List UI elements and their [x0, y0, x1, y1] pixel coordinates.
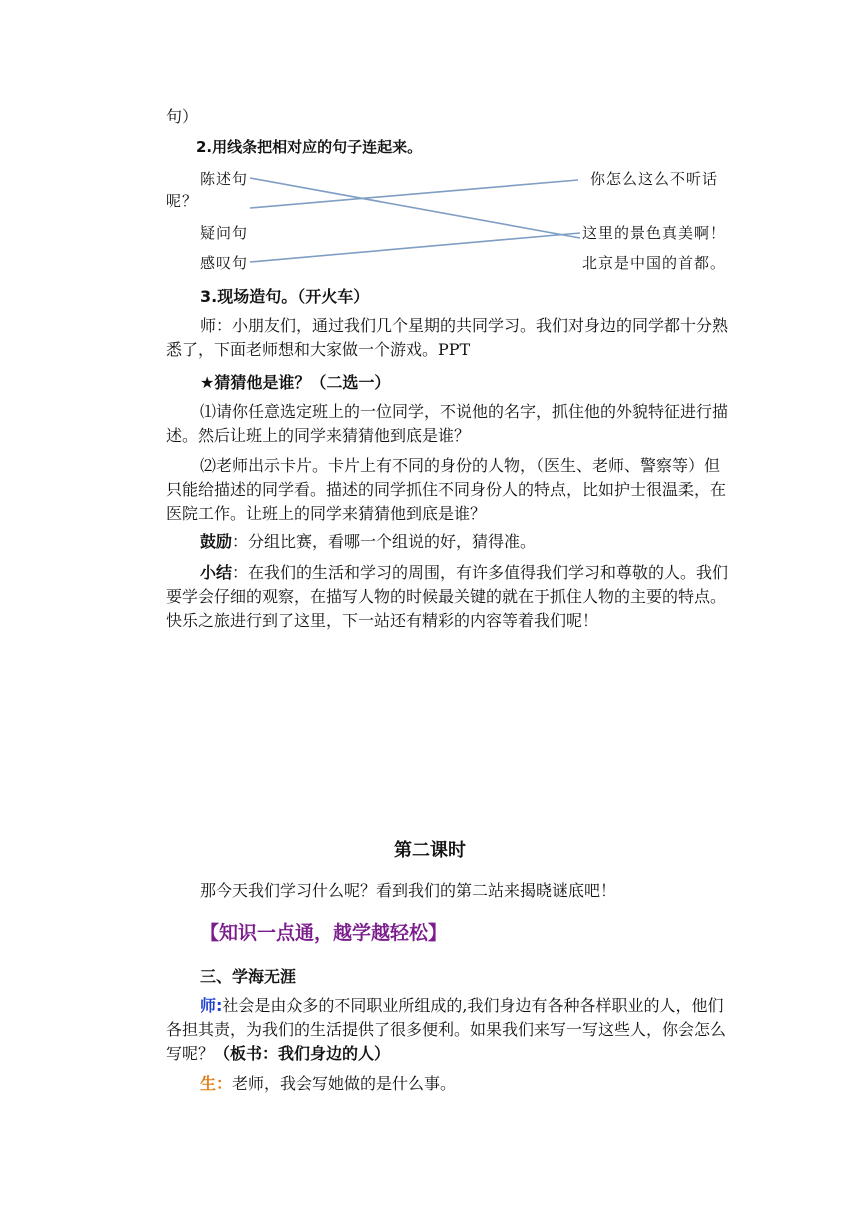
matching-lines — [0, 0, 860, 300]
student-text: 老师，我会写她做的是什么事。 — [232, 1074, 457, 1093]
exercise3-title: 3.现场造句。（开火车） — [200, 287, 370, 306]
teacher-text: 社会是由众多的不同职业所组成的,我们身边有各种各样职业的人，他们各担其责，为我们的生活提供了很多便利。如果我们来写一写这些人，你会怎么写呢？ — [166, 996, 727, 1063]
lesson2-title: 第二课时 — [394, 840, 466, 861]
student-label: 生： — [200, 1074, 233, 1093]
left-item-question: 疑问句 — [200, 224, 249, 242]
game-option-1: ⑴请你任意选定班上的一位同学，不说他的名字，抓住他的外貌特征进行描述。然后让班上的同学来猜猜他到底是谁？ — [166, 402, 729, 445]
match-line-statement — [250, 178, 580, 238]
summary-label: 小结 — [200, 563, 233, 582]
right-item-wrap: 呢？ — [166, 192, 199, 210]
right-item-3: 北京是中国的首都。 — [582, 254, 727, 272]
board-note: （板书：我们身边的人） — [214, 1044, 391, 1063]
knowledge-banner: 【知识一点通，越学越轻松】 — [200, 922, 448, 944]
encourage-label: 鼓励 — [200, 532, 233, 551]
teacher-paragraph — [166, 994, 734, 1066]
right-item-2: 这里的景色真美啊！ — [582, 224, 727, 242]
exercise2-title: 2.用线条把相对应的句子连起来。 — [196, 138, 423, 156]
teacher-label: 师: — [200, 996, 223, 1015]
section-title: 三、学海无涯 — [200, 967, 297, 986]
summary-paragraph — [166, 561, 734, 633]
right-item-1: 你怎么这么不听话 — [590, 170, 719, 188]
match-line-exclamation — [250, 233, 580, 262]
game-title: ★猜猜他是谁？（二选一） — [200, 373, 391, 392]
teacher-intro: 师：小朋友们，通过我们几个星期的共同学习。我们对身边的同学都十分熟悉了，下面老师想和大家做一个游戏。PPT — [166, 316, 729, 359]
left-item-exclamation: 感叹句 — [200, 254, 249, 272]
student-paragraph — [200, 1071, 456, 1094]
encourage-paragraph — [166, 530, 734, 554]
match-line-question — [250, 180, 578, 208]
lesson2-intro: 那今天我们学习什么呢？看到我们的第二站来揭晓谜底吧！ — [200, 881, 617, 900]
page-fragment: 句） — [166, 107, 199, 126]
game-option-2: ⑵老师出示卡片。卡片上有不同的身份的人物，（医生、老师、警察等）但只能给描述的同学看。描述的同学抓住不同身份人的特点，比如护士很温柔，在医院工作。让班上的同学来猜猜他到底是谁？ — [166, 456, 727, 523]
summary-text: ：在我们的生活和学习的周围，有许多值得我们学习和尊敬的人。我们要学会仔细的观察，在描写人物的时候最关键的就在于抓住人物的主要的特点。快乐之旅进行到了这里，下一站还有精彩的内容等着我们呢！ — [166, 563, 729, 630]
left-item-statement: 陈述句 — [200, 170, 249, 188]
encourage-text: ：分组比赛，看哪一个组说的好，猜得准。 — [232, 532, 537, 551]
